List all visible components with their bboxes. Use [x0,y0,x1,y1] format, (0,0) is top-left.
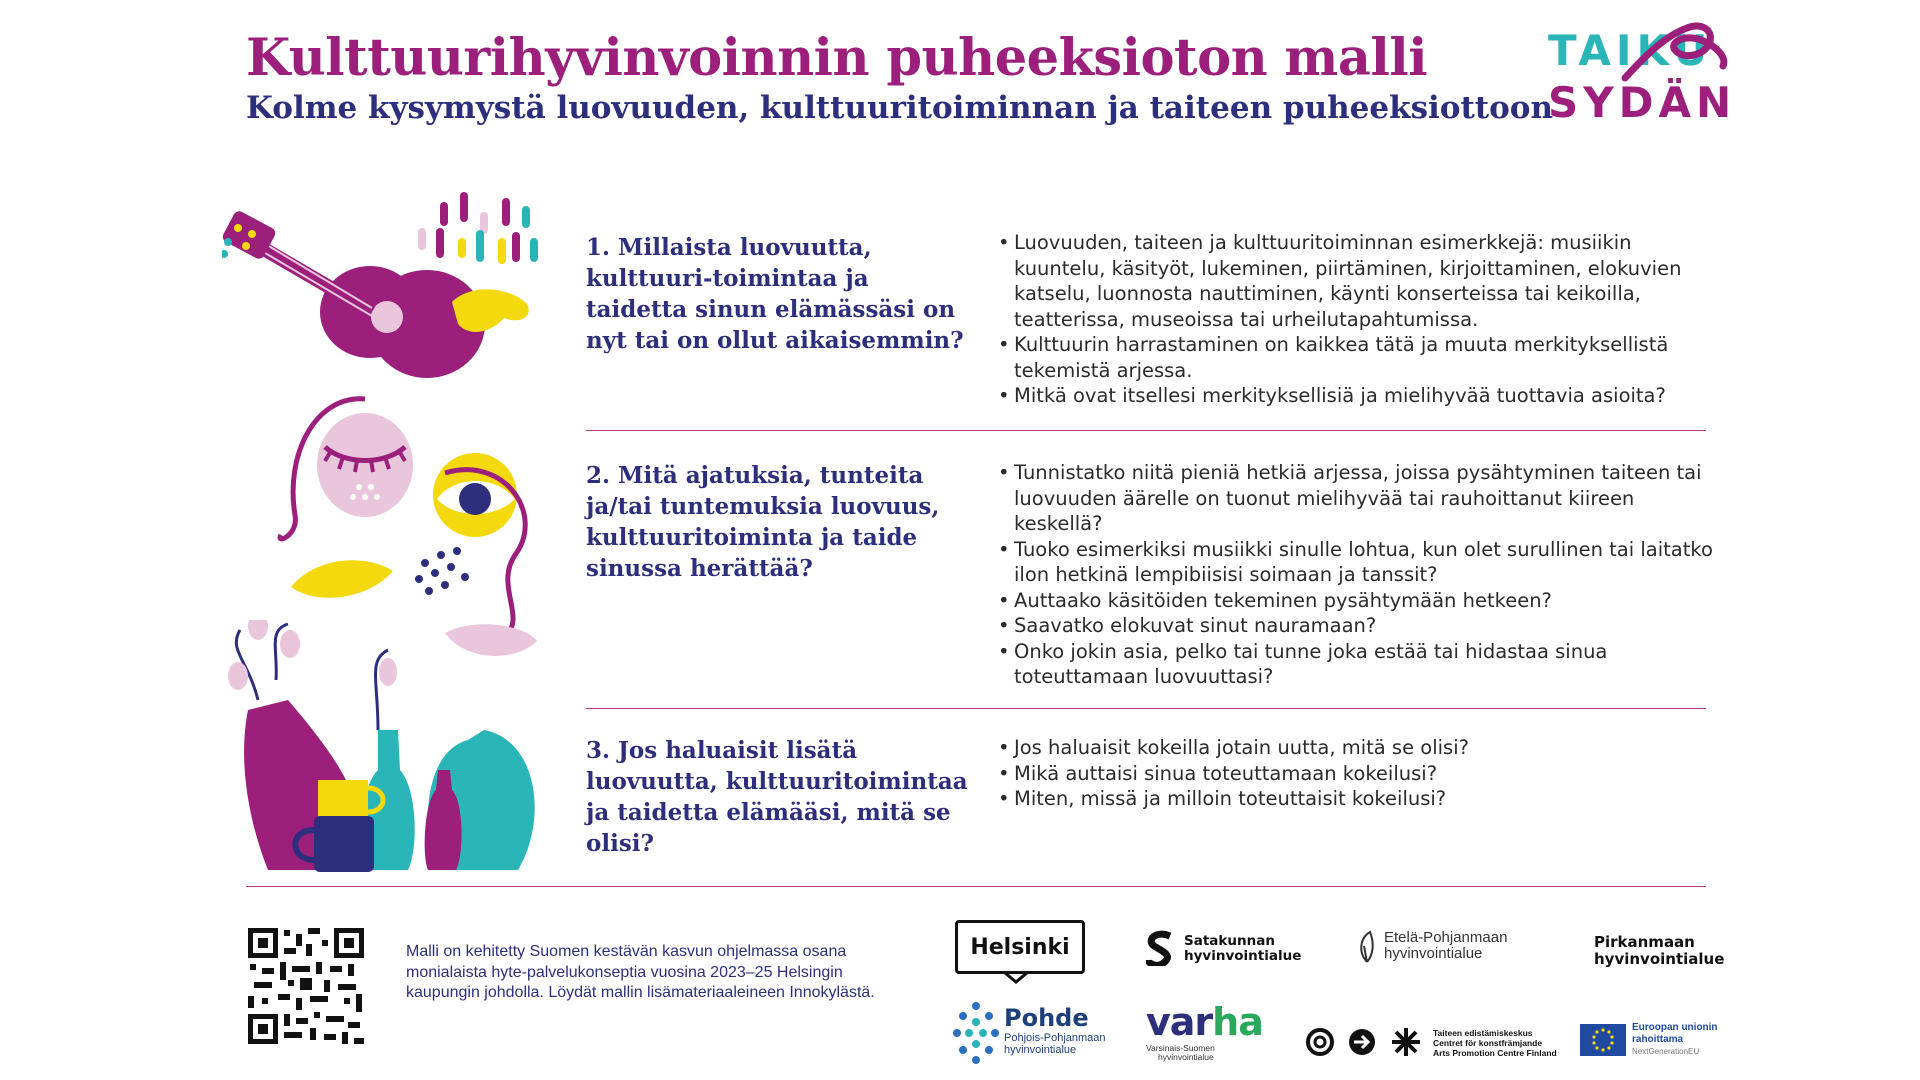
etela-pohjanmaa-logo [1384,930,1507,962]
varha-logo-var: var [1146,1000,1213,1044]
section-divider [586,708,1706,709]
section-divider [586,430,1706,431]
vases-illustration [228,620,548,880]
satakunta-s-icon [1146,930,1176,966]
list-item: • Saavatko elokuvat sinut nauramaan? [998,613,1718,639]
helsinki-logo [955,920,1085,974]
bullet-list-3 [998,735,1718,812]
eu-flag-icon [1580,1024,1626,1056]
etela-logo-line1: Etelä-Pohjanmaan [1384,929,1508,946]
pirkanmaa-logo [1594,934,1724,968]
bullet-list-1 [998,230,1718,409]
leaf-icon [1356,928,1378,964]
list-item: • Mikä auttaisi sinua toteuttamaan kokeilusi? [998,761,1718,787]
question-2: 2. Mitä ajatuksia, tunteita ja/tai tuntemuksia luovuus, kulttuuritoiminta ja taide sinussa herättää? [586,462,940,582]
varha-logo-ha: ha [1212,1000,1263,1044]
pirkanmaa-logo-line2: hyvinvointialue [1594,950,1725,968]
taike-logo-line3: Arts Promotion Centre Finland [1433,1048,1557,1058]
list-item: • Mitkä ovat itsellesi merkityksellisiä ja mielihyvää tuottavia asioita? [998,383,1718,409]
pohde-star-icon [953,1000,999,1066]
varha-logo-sub1: Varsinais-Suomen [1146,1043,1215,1053]
etela-logo-line2: hyvinvointialue [1384,945,1483,962]
eu-logo [1632,1022,1718,1058]
footer-divider [246,886,1706,887]
list-item: • Tuoko esimerkiksi musiikki sinulle lohtua, kun olet surullinen tai laitatko ilon hetkinä lempibiisisi soimaan ja tanssit? [998,537,1718,588]
question-3: 3. Jos haluaisit lisätä luovuutta, kulttuuritoimintaa ja taidetta elämääsi, mitä se olisi? [586,737,968,857]
varha-logo-sub2: hyvinvointialue [1158,1052,1214,1062]
bullet-list-2 [998,460,1718,690]
page-title: Kulttuurihyvinvoinnin puheeksioton malli [246,28,1428,88]
taike-logo-line1: Taiteen edistämiskeskus [1433,1028,1533,1038]
footer-note: Malli on kehitetty Suomen kestävän kasvun ohjelmassa osana monialaista hyte-palvelukonseptia vuosina 2023–25 Helsingin kaupungin johdolla. Löydät mallin lisämateriaaleineen Innokylästä. [406,943,875,1001]
satakunta-logo-line1: Satakunnan [1184,933,1275,949]
pohde-logo-sub1: Pohjois-Pohjanmaan [1004,1032,1106,1044]
eu-logo-line2: rahoittama [1632,1034,1684,1045]
pohde-logo-text: Pohde [1004,1004,1089,1032]
helsinki-wave-icon [1004,972,1028,984]
list-item: • Kulttuurin harrastaminen on kaikkea tätä ja muuta merkityksellistä tekemistä arjessa. [998,332,1718,383]
taike-logo-line2: Centret för konstfrämjande [1433,1038,1543,1048]
guitar-illustration [222,192,542,382]
taike-symbols-icon [1306,1026,1434,1058]
satakunta-logo [1184,934,1301,964]
list-item: • Auttaako käsitöiden tekeminen pysähtymään hetkeen? [998,588,1718,614]
pohde-logo-sub2: hyvinvointialue [1004,1044,1077,1056]
eu-logo-line3: NextGenerationEU [1632,1047,1700,1056]
list-item: • Tunnistatko niitä pieniä hetkiä arjessa, joissa pysähtyminen taiteen tai luovuuden äärelle on tuonut mielihyvää tai rauhoittanut kiireen keskellä? [998,460,1718,537]
list-item: • Jos haluaisit kokeilla jotain uutta, mitä se olisi? [998,735,1718,761]
pohde-logo [1004,1004,1106,1056]
varha-logo [1146,1000,1263,1044]
list-item: • Onko jokin asia, pelko tai tunne joka estää tai hidastaa sinua toteuttamaan luovuuttasi? [998,639,1718,690]
heart-icon [1605,16,1735,96]
taike-logo [1433,1028,1557,1058]
page-subtitle: Kolme kysymystä luovuuden, kulttuuritoiminnan ja taiteen puheeksiottoon [246,90,1554,126]
helsinki-logo-text: Helsinki [970,934,1070,960]
list-item: • Luovuuden, taiteen ja kulttuuritoiminnan esimerkkejä: musiikin kuuntelu, käsityöt, lukeminen, piirtäminen, kirjoittaminen, elokuvien katselu, luonnosta nauttiminen, käynti konserteissa tai keikoilla, teatterissa, museoissa tai urheilutapahtumissa. [998,230,1718,332]
qr-code-icon[interactable] [248,928,364,1044]
question-1: 1. Millaista luovuutta, kulttuuri-toimintaa ja taidetta sinun elämässäsi on nyt tai on ollut aikaisemmin? [586,234,964,354]
eu-logo-line1: Euroopan unionin [1632,1022,1718,1033]
list-item: • Miten, missä ja milloin toteuttaisit kokeilusi? [998,786,1718,812]
satakunta-logo-line2: hyvinvointialue [1184,948,1302,964]
taiku-logo-line2: SYDÄN [1548,78,1737,127]
pirkanmaa-logo-line1: Pirkanmaan [1594,933,1695,951]
taiku-logo-line1: TAIKU [1548,26,1713,75]
varha-logo-sub [1146,1044,1215,1062]
